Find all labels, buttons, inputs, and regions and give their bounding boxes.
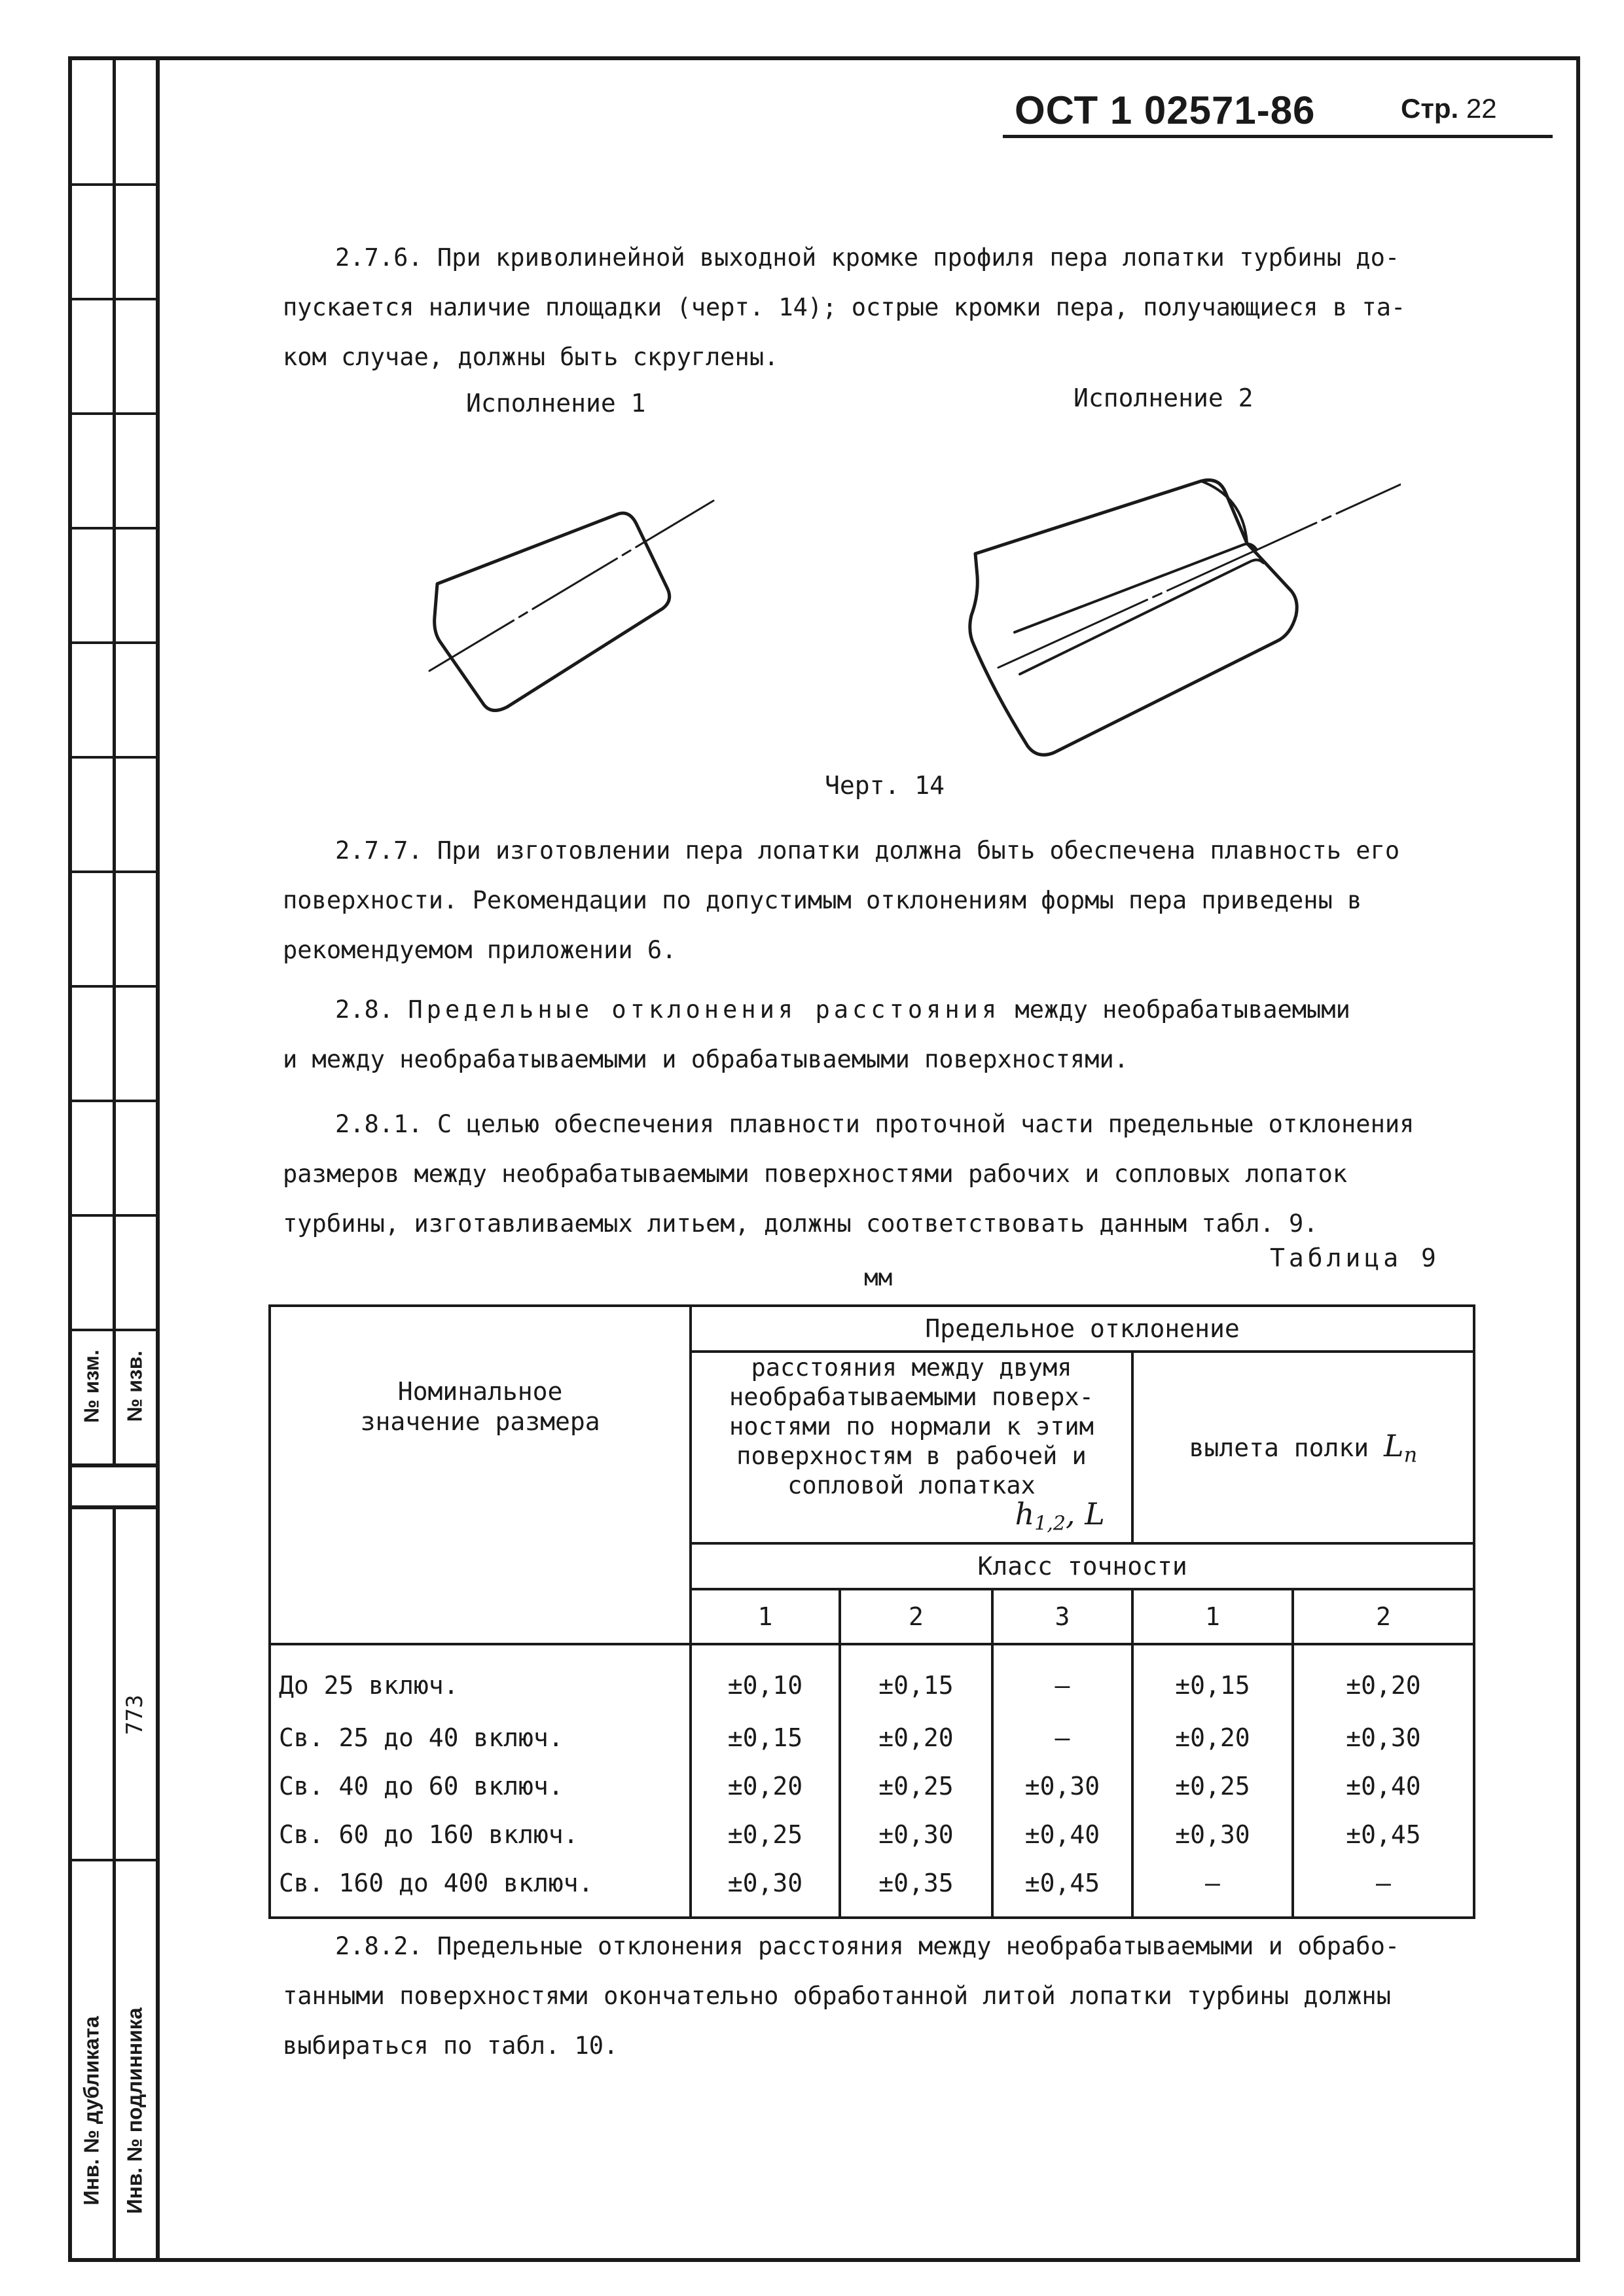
header-deviation: Предельное отклонение — [691, 1306, 1474, 1352]
stamp-grid-line — [68, 756, 160, 759]
class-number: 3 — [992, 1589, 1132, 1644]
stamp-grid-line — [68, 1100, 160, 1102]
paragraph-2-7-7 — [283, 826, 1448, 975]
table-header-row — [270, 1306, 1474, 1352]
header-nominal-size: Номинальное значение размера — [270, 1306, 691, 1644]
stamp-strip-border-left — [68, 56, 72, 2262]
row-value: – — [992, 1644, 1132, 1713]
row-value: ±0,20 — [1293, 1644, 1474, 1713]
paragraph-line: 2.7.6. При криволинейной выходной кромке профиля пера лопатки турбины до- — [335, 243, 1400, 272]
header-shelf: вылета полки $L_п$ — [1132, 1352, 1474, 1543]
blade-axis-line-1 — [429, 501, 713, 671]
row-value: ±0,15 — [840, 1644, 993, 1713]
table-units: мм — [864, 1265, 893, 1291]
class-number: 2 — [840, 1589, 993, 1644]
row-value: ±0,40 — [992, 1810, 1132, 1859]
table-row — [270, 1762, 1474, 1810]
paragraph-2-7-6 — [283, 233, 1448, 382]
row-value: ±0,15 — [1132, 1644, 1293, 1713]
blade-edge-line-upper — [1015, 544, 1257, 632]
stamp-grid-line — [68, 527, 160, 529]
stamp-grid-line — [68, 412, 160, 415]
row-value: ±0,25 — [1132, 1762, 1293, 1810]
blade-axis-line-2 — [998, 484, 1401, 668]
row-value: ±0,40 — [1293, 1762, 1474, 1810]
row-value: – — [992, 1713, 1132, 1762]
stamp-grid-line — [68, 1859, 160, 1861]
stamp-grid-line — [68, 641, 160, 644]
paragraph-2-8-1 — [283, 1100, 1448, 1249]
row-value: ±0,20 — [840, 1713, 993, 1762]
table-title: Таблица 9 — [1270, 1244, 1440, 1272]
paragraph-line: пускается наличие площадки (черт. 14); острые кромки пера, получающиеся в та- — [283, 293, 1406, 321]
stamp-grid-line — [68, 1463, 160, 1467]
table-row — [270, 1713, 1474, 1762]
stamp-izm-label: № изм. — [79, 1350, 103, 1423]
stamp-grid-line — [68, 870, 160, 873]
stamp-podlinnik-value: 773 — [122, 1695, 148, 1735]
class-number: 1 — [691, 1589, 840, 1644]
paragraph-line: выбираться по табл. 10. — [283, 2032, 619, 2060]
paragraph-line: 2.8.1. С целью обеспечения плавности проточной части предельные отклонения — [335, 1110, 1415, 1138]
row-size-range: Св. 60 до 160 включ. — [270, 1810, 691, 1859]
stamp-strip-border-mid — [113, 56, 116, 1463]
page-label: Стр. — [1401, 93, 1459, 124]
row-value: ±0,30 — [992, 1762, 1132, 1810]
paragraph-line: поверхности. Рекомендации по допустимым отклонениям формы пера приведены в — [283, 886, 1362, 914]
paragraph-line: танными поверхностями окончательно обработанной литой лопатки турбины должны — [283, 1982, 1391, 2010]
row-value: ±0,30 — [691, 1859, 840, 1918]
row-value: ±0,30 — [840, 1810, 993, 1859]
paragraph-line: и между необрабатываемыми и обрабатываемыми поверхностями. — [283, 1045, 1129, 1073]
row-value: ±0,35 — [840, 1859, 993, 1918]
table-row — [270, 1644, 1474, 1713]
figure-caption: Черт. 14 — [825, 771, 945, 800]
stamp-grid-line — [68, 1214, 160, 1217]
row-value: ±0,45 — [1293, 1810, 1474, 1859]
row-value: ±0,30 — [1132, 1810, 1293, 1859]
header-accuracy-class: Класс точности — [691, 1543, 1474, 1589]
page-number: 22 — [1466, 93, 1497, 124]
figure-label-variant-1: Исполнение 1 — [466, 389, 646, 418]
table-row — [270, 1810, 1474, 1859]
row-size-range: Св. 40 до 60 включ. — [270, 1762, 691, 1810]
stamp-grid-line — [68, 298, 160, 300]
row-value: ±0,10 — [691, 1644, 840, 1713]
stamp-strip-top — [68, 56, 160, 60]
stamp-strip-border-mid-lower — [113, 1505, 116, 2262]
header-distance: расстояния между двумя необрабатываемыми поверх- ностями по нормали к этим поверхностям в рабочей и сопловой лопатках $h_{1,2}$, L — [691, 1352, 1132, 1543]
stamp-grid-line — [68, 1505, 160, 1509]
paragraph-line: 2.8. Предельные отклонения расстояния между необрабатываемыми — [335, 996, 1350, 1024]
paragraph-line: рекомендуемом приложении 6. — [283, 936, 677, 964]
row-value: ±0,25 — [691, 1810, 840, 1859]
stamp-grid-line — [68, 1329, 160, 1331]
table-9 — [268, 1304, 1475, 1919]
paragraph-line: турбины, изготавливаемых литьем, должны соответствовать данным табл. 9. — [283, 1210, 1318, 1238]
row-value: – — [1293, 1859, 1474, 1918]
row-size-range: Св. 25 до 40 включ. — [270, 1713, 691, 1762]
class-number: 1 — [1132, 1589, 1293, 1644]
row-value: ±0,25 — [840, 1762, 993, 1810]
row-value: ±0,30 — [1293, 1713, 1474, 1762]
paragraph-2-8-2 — [283, 1922, 1448, 2071]
figure-label-variant-2: Исполнение 2 — [1074, 384, 1254, 412]
paragraph-line: размеров между необрабатываемыми поверхностями рабочих и сопловых лопаток — [283, 1160, 1348, 1188]
paragraph-line: ком случае, должны быть скруглены. — [283, 343, 779, 371]
blade-profile-variant-1 — [435, 513, 670, 710]
table-row — [270, 1859, 1474, 1918]
stamp-podlinnik-label: Инв. № подлинника — [122, 2007, 147, 2214]
stamp-grid-line — [68, 985, 160, 988]
figure-blade-drawings — [393, 445, 1401, 785]
row-value: ±0,45 — [992, 1859, 1132, 1918]
header-underline — [1003, 135, 1553, 138]
stamp-grid-line — [68, 183, 160, 186]
paragraph-line: 2.8.2. Предельные отклонения расстояния между необрабатываемыми и обрабо- — [335, 1932, 1400, 1960]
row-value: ±0,20 — [691, 1762, 840, 1810]
section-2-8-heading — [283, 985, 1448, 1085]
row-value: ±0,20 — [1132, 1713, 1293, 1762]
stamp-strip-border-right — [156, 56, 160, 2262]
class-number: 2 — [1293, 1589, 1474, 1644]
row-size-range: До 25 включ. — [270, 1644, 691, 1713]
paragraph-line: 2.7.7. При изготовлении пера лопатки должна быть обеспечена плавность его — [335, 836, 1400, 865]
stamp-izv-label: № изв. — [122, 1350, 147, 1422]
stamp-strip-bottom — [68, 2258, 160, 2262]
row-size-range: Св. 160 до 400 включ. — [270, 1859, 691, 1918]
row-value: ±0,15 — [691, 1713, 840, 1762]
page-number-block — [1401, 93, 1497, 124]
stamp-dublikat-label: Инв. № дубликата — [79, 2016, 103, 2206]
doc-code: ОСТ 1 02571-86 — [1015, 88, 1316, 132]
row-value: – — [1132, 1859, 1293, 1918]
